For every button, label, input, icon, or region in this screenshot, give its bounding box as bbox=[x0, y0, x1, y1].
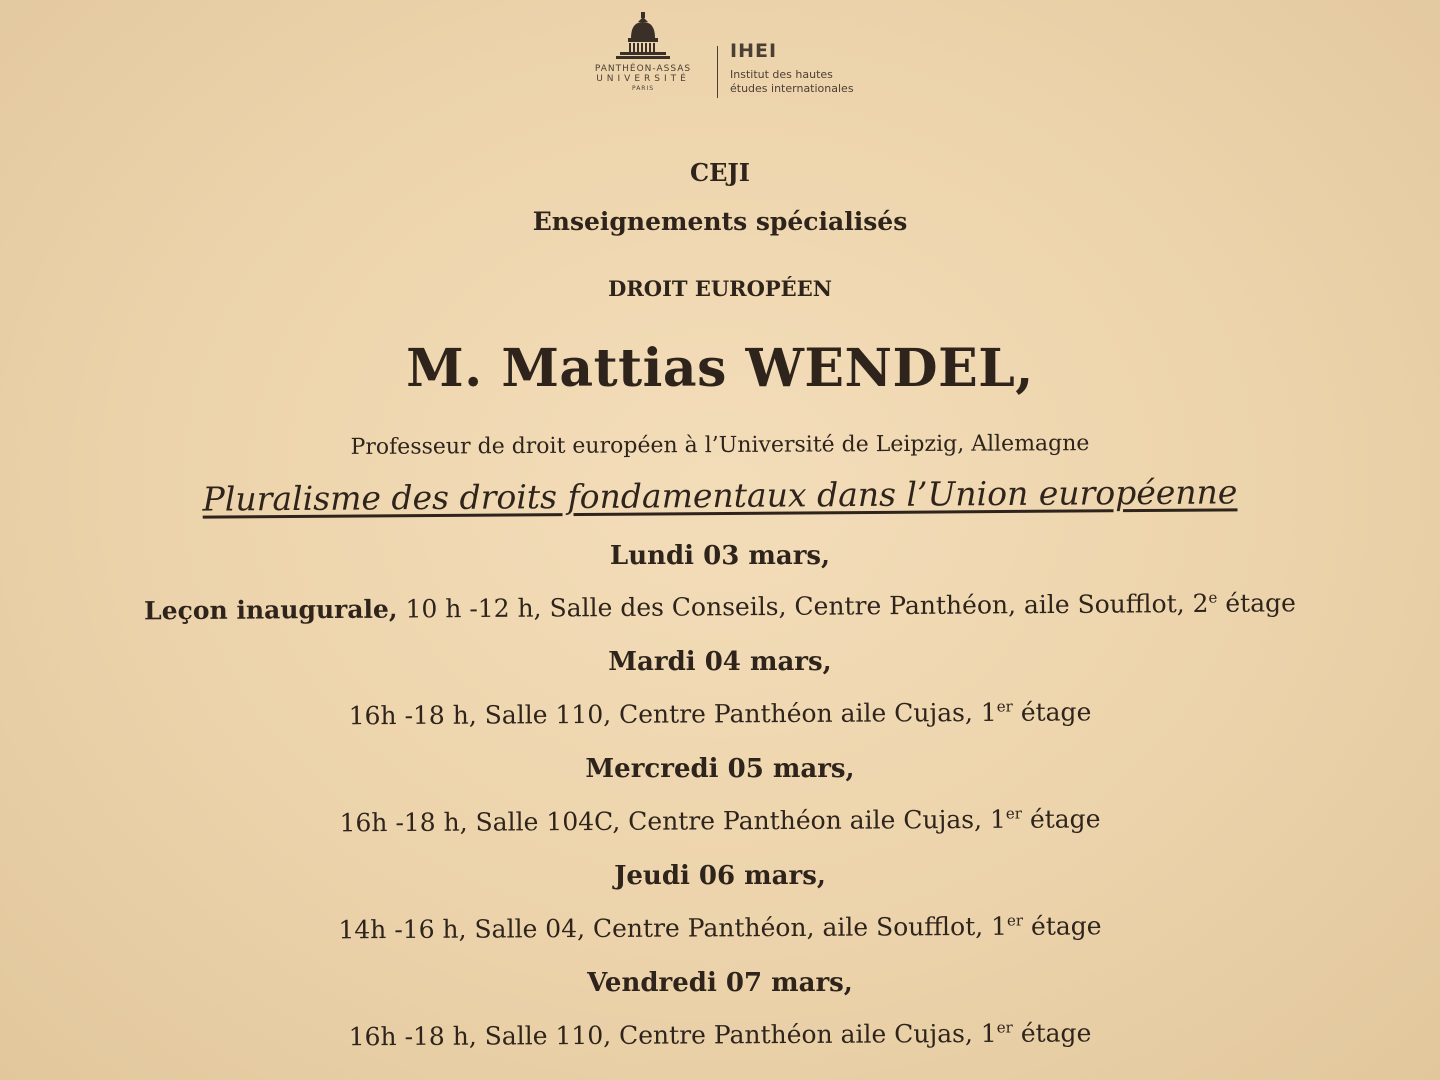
session-details-text: 16h -18 h, Salle 110, Centre Panthéon aile Cujas, 1 bbox=[348, 1018, 997, 1052]
university-name-line3: PARIS bbox=[631, 85, 655, 92]
session-details bbox=[0, 802, 1440, 839]
session-details-text: 14h -16 h, Salle 04, Centre Panthéon, aile Soufflot, 1 bbox=[338, 911, 1008, 945]
inaugural-lecture-label: Leçon inaugurale, bbox=[144, 594, 398, 626]
header-logos bbox=[580, 6, 870, 98]
logo-divider bbox=[717, 46, 718, 98]
session-details bbox=[0, 587, 1440, 626]
session-day: Jeudi 06 mars, bbox=[614, 861, 826, 891]
ihei-acronym: IHEI bbox=[730, 40, 778, 62]
session-day: Lundi 03 mars, bbox=[609, 541, 831, 571]
university-logo bbox=[580, 6, 710, 98]
floor-ordinal: er bbox=[996, 1018, 1013, 1037]
course-title: Pluralisme des droits fondamentaux dans l’Union européenne bbox=[202, 472, 1238, 519]
session-day: Mercredi 05 mars, bbox=[585, 754, 855, 784]
floor-label: étage bbox=[1021, 804, 1101, 834]
ihei-name-line1: Institut des hautes bbox=[730, 68, 833, 81]
category-heading: Enseignements spécialisés bbox=[532, 207, 908, 236]
session-details bbox=[0, 1016, 1440, 1053]
floor-label: étage bbox=[1022, 911, 1102, 941]
session-details-text: 16h -18 h, Salle 110, Centre Panthéon aile Cujas, 1 bbox=[348, 697, 997, 731]
session-day: Mardi 04 mars, bbox=[608, 647, 832, 677]
lecturer-name: M. Mattias WENDEL, bbox=[406, 338, 1034, 399]
subject-heading: DROIT EUROPÉEN bbox=[608, 276, 832, 301]
floor-label: étage bbox=[1012, 1018, 1092, 1048]
pantheon-dome-icon bbox=[614, 12, 672, 62]
floor-ordinal: e bbox=[1208, 588, 1218, 607]
session-day: Vendredi 07 mars, bbox=[587, 968, 853, 998]
session-details bbox=[0, 695, 1440, 732]
session-details-text: 10 h -12 h, Salle des Conseils, Centre Panthéon, aile Soufflot, 2 bbox=[397, 588, 1209, 624]
center-heading: CEJI bbox=[690, 158, 750, 187]
floor-ordinal: er bbox=[1006, 911, 1024, 930]
university-name bbox=[580, 64, 706, 94]
session-details-text: 16h -18 h, Salle 104C, Centre Panthéon aile Cujas, 1 bbox=[339, 804, 1006, 838]
ihei-logo bbox=[730, 40, 854, 96]
floor-ordinal: er bbox=[1005, 804, 1022, 823]
lecturer-position: Professeur de droit européen à l’Université de Leipzig, Allemagne bbox=[350, 431, 1090, 460]
ihei-full-name bbox=[730, 68, 854, 96]
floor-ordinal: er bbox=[996, 697, 1013, 716]
university-name-line1: PANTHÉON-ASSAS bbox=[594, 64, 692, 74]
ihei-name-line2: études internationales bbox=[730, 82, 854, 95]
floor-label: étage bbox=[1012, 697, 1092, 727]
university-name-line2: UNIVERSITÉ bbox=[596, 74, 690, 84]
floor-label: étage bbox=[1217, 588, 1296, 618]
session-details bbox=[0, 909, 1440, 946]
